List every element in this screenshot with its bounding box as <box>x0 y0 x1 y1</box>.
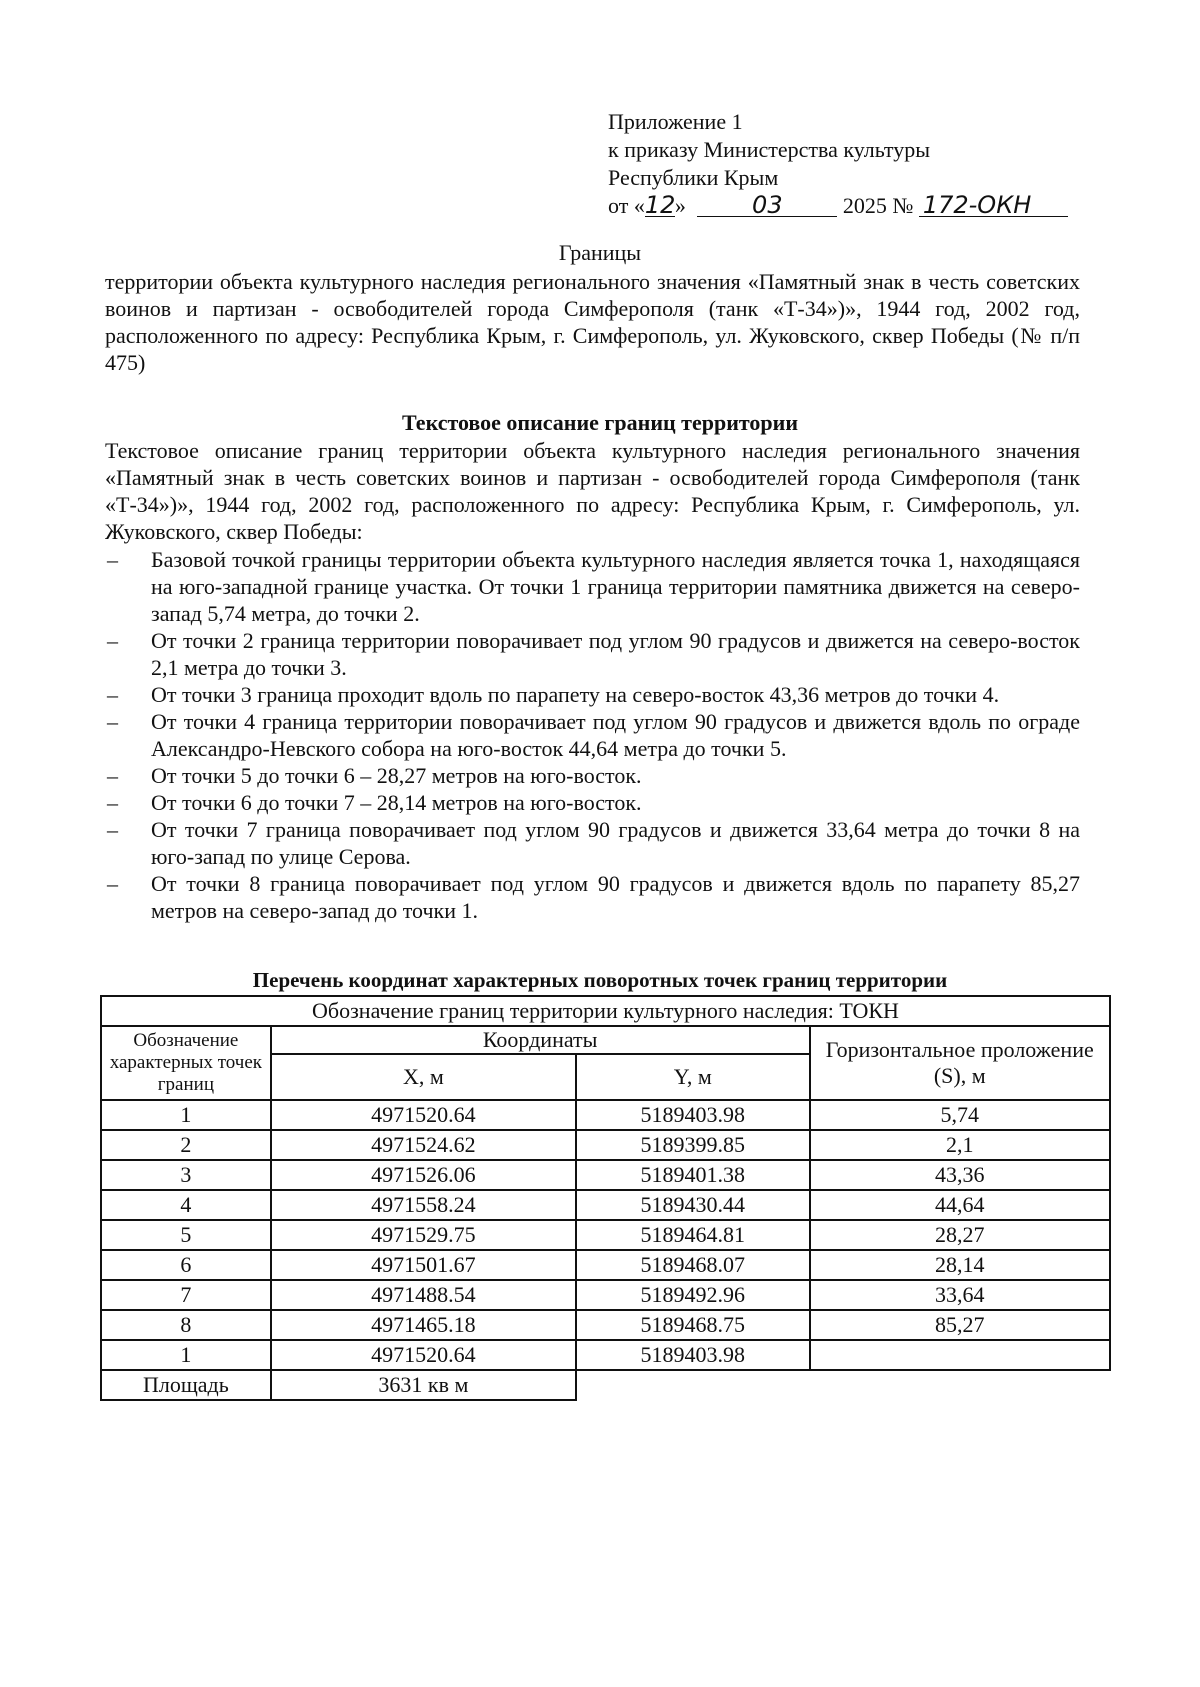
dash-marker: – <box>107 871 118 896</box>
appendix-number: Приложение 1 <box>608 109 743 134</box>
table-row: 7 4971488.54 5189492.96 33,64 <box>101 1280 1110 1310</box>
date-prefix: от « <box>608 193 645 218</box>
table-row: 1 4971520.64 5189403.98 <box>101 1340 1110 1370</box>
table-row: 3 4971526.06 5189401.38 43,36 <box>101 1160 1110 1190</box>
intro-paragraph: Текстовое описание границ территории объекта культурного наследия регионального значения «Памятный знак в честь советских воинов и партизан - освободителей города Симферополя (танк «Т-34»)», 1944 год, 2002 год, расположенного по адресу: Республика Крым, г. Симферополь, ул. Жуковского, сквер Победы: <box>105 438 1080 544</box>
dash-marker: – <box>107 628 118 653</box>
header-coordinates: Координаты <box>271 1026 810 1054</box>
appendix-date-line <box>608 192 1068 220</box>
handwritten-day: 12 <box>644 191 676 219</box>
dash-marker: – <box>107 790 118 815</box>
table-row: 5 4971529.75 5189464.81 28,27 <box>101 1220 1110 1250</box>
area-label: Площадь <box>101 1370 271 1400</box>
area-value: 3631 кв м <box>271 1370 576 1400</box>
list-item: – От точки 3 граница проходит вдоль по парапету на северо-восток 43,36 метров до точки 4. <box>107 682 1000 707</box>
dash-marker: – <box>107 547 118 572</box>
table-row: 8 4971465.18 5189468.75 85,27 <box>101 1310 1110 1340</box>
table-row: 2 4971524.62 5189399.85 2,1 <box>101 1130 1110 1160</box>
appendix-republic: Республики Крым <box>608 165 779 190</box>
year-label: 2025 № <box>842 193 914 218</box>
header-y: Y, м <box>576 1054 810 1100</box>
header-point: Обозначение характерных точек границ <box>101 1026 271 1100</box>
document-title: Границы <box>558 240 642 265</box>
coordinates-table <box>100 995 1111 1401</box>
section-heading: Текстовое описание границ территории <box>401 410 799 435</box>
dash-marker: – <box>107 682 118 707</box>
dash-marker: – <box>107 817 118 842</box>
date-mid: » <box>674 193 686 218</box>
header-distance: Горизонтальное проложение (S), м <box>810 1026 1110 1100</box>
appendix-header <box>608 108 1068 220</box>
table-row: 4 4971558.24 5189430.44 44,64 <box>101 1190 1110 1220</box>
table-row: 6 4971501.67 5189468.07 28,14 <box>101 1250 1110 1280</box>
header-x: X, м <box>271 1054 576 1100</box>
list-item: – От точки 4 граница территории поворачивает под углом 90 градусов и движется вдоль по ограде Александро-Невского собора на юго-восток 44,64 метра до точки 5. <box>107 709 1080 761</box>
list-item: – Базовой точкой границы территории объекта культурного наследия является точка 1, находящаяся на юго-западной границе участка. От точки 1 граница территории памятника движется на северо-запад 5,74 метра, до точки 2. <box>107 547 1080 626</box>
handwritten-month: 03 <box>697 194 837 217</box>
dash-marker: – <box>107 763 118 788</box>
dash-marker: – <box>107 709 118 734</box>
list-item: – От точки 6 до точки 7 – 28,14 метров на юго-восток. <box>107 790 642 815</box>
list-item: – От точки 7 граница поворачивает под углом 90 градусов и движется 33,64 метра до точки 8 на юго-запад по улице Серова. <box>107 817 1080 869</box>
list-item: – От точки 2 граница территории поворачивает под углом 90 градусов и движется на северо-восток 2,1 метра до точки 3. <box>107 628 1080 680</box>
area-row <box>101 1370 1110 1400</box>
handwritten-order-number: 172-ОКН <box>919 194 1068 217</box>
boundary-description-list <box>105 546 1080 924</box>
list-item: – От точки 8 граница поворачивает под углом 90 градусов и движется вдоль по парапету 85,27 метров на северо-запад до точки 1. <box>107 871 1080 923</box>
table-title: Перечень координат характерных поворотных точек границ территории <box>252 968 948 992</box>
table-row: 1 4971520.64 5189403.98 5,74 <box>101 1100 1110 1130</box>
document-subtitle: территории объекта культурного наследия регионального значения «Памятный знак в честь советских воинов и партизан - освободителей города Симферополя (танк «Т-34»)», 1944 год, 2002 год, расположенного по адресу: Республика Крым, г. Симферополь, ул. Жуковского, сквер Победы (№ п/п 475) <box>105 269 1080 375</box>
table-designation: Обозначение границ территории культурного наследия: ТОКН <box>101 996 1110 1026</box>
list-item: – От точки 5 до точки 6 – 28,27 метров на юго-восток. <box>107 763 642 788</box>
appendix-order-ref: к приказу Министерства культуры <box>608 137 931 162</box>
